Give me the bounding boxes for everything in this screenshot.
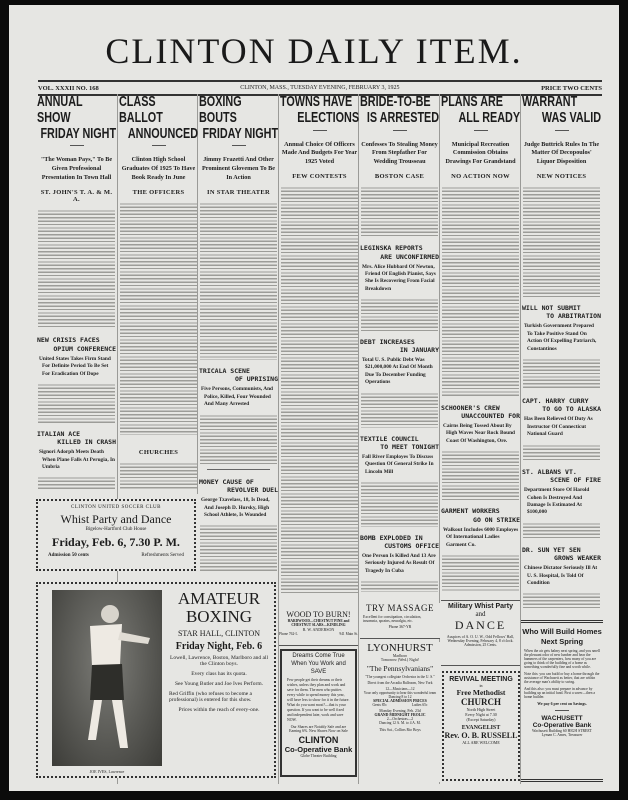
headline: CLASS BALLOT ANNOUNCED — [119, 93, 199, 142]
article-body — [523, 186, 600, 297]
headline: MONEY CAUSE OF REVOLVER DUEL — [199, 477, 278, 494]
column-3 — [199, 94, 278, 575]
ad-band: "The Pennsylvanians" — [366, 664, 434, 673]
ad-text: 12—Musicians—12 — [385, 687, 415, 691]
deck: George Tzavelass, 18, Is Dead, And Joseph D. Hursky, High School Athlete, Is Wounded — [201, 497, 270, 518]
ad-title: Dreams Come True When You Work and SAVE — [291, 653, 346, 675]
article-body — [281, 186, 358, 594]
deck: Total U. S. Public Debt Was $21,000,000 At End Of Month Due To December Funding Operations — [362, 356, 433, 386]
subhead: IN STAR THEATER — [206, 189, 271, 197]
ad-text: Excellent for constipation, circulation, insomnia, sprains, neuralgia, etc. — [363, 615, 422, 623]
ad-text: We pay 6 per cent on Savings. — [537, 701, 587, 706]
ad-text: See Young Butler and Joe Ives Perform. — [175, 680, 263, 687]
ad-text: 2—Orchestras—2 — [386, 717, 414, 721]
ad-text: ALL ARE WELCOME — [462, 740, 500, 745]
boxer-figure-icon — [52, 590, 162, 766]
deck: One Person Is Killed And 13 Are Seriously Injured As Result Of Tragedy In Cuba — [362, 552, 436, 574]
column-5 — [360, 94, 439, 594]
ad-admission: Admission 50 cents — [48, 553, 89, 558]
deck: Has Been Relieved Of Duty As Instructor Of Connecticut National Guard — [524, 416, 593, 438]
deck: Five Persons, Communists, And Police, Killed, Four Wounded And Many Arrested — [201, 386, 273, 408]
headline: SCHOONER'S CREW UNACCOUNTED FOR — [441, 403, 520, 420]
ad-text: Marlboro — [392, 654, 408, 658]
headline: ANNUAL SHOW FRIDAY NIGHT — [37, 93, 117, 142]
article-body — [442, 186, 519, 396]
boxer-photo — [52, 590, 162, 766]
headline: NEW CRISIS FACES OPIUM CONFERENCE — [37, 336, 116, 353]
headline: BOMB EXPLODED IN CUSTOMS OFFICE — [360, 533, 439, 550]
amateur-boxing-ad — [36, 582, 276, 778]
ad-text: Auspices of A. O. U. W., Odd Fellows' Hall, Wednesday Evening, February 4, 8 o'clock. Admission, 25 Cents. — [446, 635, 515, 647]
headline: TOWNS HAVE ELECTIONS — [280, 93, 360, 126]
subhead: BOSTON CASE — [374, 173, 425, 181]
deck: Mrs. Alice Hubbard Of Newton, Friend Of English Pianist, Says She Is Recovering From Facial Breakdown — [362, 263, 436, 292]
ad-text: Note this: you can build or buy a home through the assistance of Wachusett as better, that are within the average man's ability to swing. — [524, 671, 600, 684]
ad-text: and — [475, 610, 486, 618]
ad-text: EVANGELIST — [461, 725, 501, 731]
ad-text: Monday Evening, Feb. 23d — [379, 709, 421, 713]
ad-text: Red Griffin (who refuses to become a professional) is entered for this show. — [169, 690, 252, 703]
ad-price: Ladies 65c — [411, 703, 428, 707]
ad-time: Every Night at 7.30 — [465, 712, 497, 717]
ad-title: TRY MASSAGE — [366, 603, 434, 613]
article-body — [38, 209, 115, 329]
volume-number: VOL. XXXII NO. 168 — [38, 84, 99, 92]
article-body — [38, 476, 115, 489]
ad-title: REVIVAL MEETING — [449, 676, 513, 683]
column-1 — [37, 94, 116, 491]
wood-ad — [279, 610, 358, 646]
ad-address: North High Street — [466, 707, 496, 712]
article-body — [120, 462, 197, 490]
headline: DR. SUN YET SEN GROWS WEAKER — [522, 545, 601, 563]
ad-text: in — [479, 683, 483, 688]
deck: Confesses To Stealing Money From Stepfather For Wedding Trousseau — [361, 140, 438, 166]
article-body — [38, 383, 115, 423]
deck: Signori Adorph Meets Death When Plane Falls At Perugia, In Umbria — [39, 449, 115, 470]
ad-title: Military Whist Party — [448, 603, 513, 610]
ad-text: And this also: you must prepare in advance by building up an initial fund. First a saver—then a home builder. — [524, 686, 595, 699]
ad-address: 941 Main St. — [339, 632, 358, 636]
ad-church: CHURCH — [461, 697, 501, 707]
article-body — [361, 298, 438, 330]
ad-phone: Phone 762-L — [279, 632, 298, 636]
ad-text: HARDWOOD—CHESTNUT PINE and CHESTNUT SLABS—KINDLING — [287, 619, 350, 627]
headline: CAPT. HARRY CURRY TO GO TO ALASKA — [522, 397, 601, 414]
article-body — [200, 202, 277, 360]
column-rule — [278, 94, 279, 784]
deck: Jimmy Frazetti And Other Prominent Glovemen To Be In Action — [202, 156, 275, 182]
deck: Annual Choice Of Officers Made And Budgets For Year 1925 Voted — [281, 140, 358, 166]
subhead: NEW NOTICES — [536, 173, 587, 181]
column-2 — [119, 94, 198, 492]
ad-name: R. W. ANDERSON — [302, 627, 335, 632]
headline: TEXTILE COUNCIL TO MEET TONIGHT — [360, 434, 439, 451]
subhead: NO ACTION NOW — [451, 173, 510, 181]
ad-price: Gents 85c — [372, 703, 387, 707]
ad-club: CLINTON UNITED SOCCER CLUB — [71, 505, 161, 510]
deck: Turkish Government Prepared To Take Positive Stand On Action Of Expelling Patriarch, Constantinos — [524, 323, 597, 352]
deck: Cairns Being Tossed About By High Waves Near Rock Bound Coast Of Washington, Ore. — [443, 422, 515, 444]
ad-text: This Sat., Collins Rio Boys — [379, 728, 421, 732]
ad-title: LYONHURST — [367, 642, 433, 654]
ad-text: When the air gets balmy next spring, and you smell the pleasant odor of new lumber and hear the hammers of the carpenters, how many of you are going to think of the building of a home as something wonderfully fine and worth while. — [524, 648, 600, 669]
ad-venue: STAR HALL, CLINTON — [177, 628, 261, 638]
deck: Department Store Of Harold Cohen Is Destroyed And Damage Is Estimated At $100,000 — [524, 487, 590, 516]
ad-address: Wachusett Building 60 HIGH STREET — [531, 728, 593, 733]
ad-text: Tomorrow (Wed.) Night! — [380, 658, 420, 662]
headline: WILL NOT SUBMIT TO ARBITRATION — [522, 304, 601, 321]
ad-text: GRAND MIDNIGHT FROLIC — [374, 713, 426, 717]
masthead-title: CLINTON DAILY ITEM. — [105, 31, 523, 71]
article-body — [200, 414, 277, 464]
article-body — [361, 186, 438, 237]
column-7 — [522, 94, 601, 610]
headline: GARMENT WORKERS GO ON STRIKE — [441, 507, 520, 524]
subhead: THE OFFICERS — [132, 189, 185, 197]
photo-caption: JOE IVES, Lawrence — [89, 769, 125, 774]
subhead: CHURCHES — [138, 449, 179, 457]
article-body — [523, 444, 600, 461]
deck: United States Takes Firm Stand For Definite Period To Be Set For Eradication Of Dope — [39, 355, 111, 377]
ad-title: WOOD TO BURN! — [286, 610, 351, 619]
column-6 — [441, 94, 520, 593]
subhead: FEW CONTESTS — [292, 173, 347, 181]
clinton-cooperative-bank-ad — [280, 649, 357, 777]
ad-evangelist-name: Rev. O. B. RUSSELL — [444, 731, 518, 740]
subhead: ST. JOHN'S T. A. & M. A. — [40, 189, 113, 204]
headline: BOXING BOUTS FRIDAY NIGHT — [199, 93, 279, 142]
wachusett-bank-ad — [521, 620, 603, 782]
military-whist-ad — [441, 600, 520, 666]
ad-text: Dancing 12 A. M. to 4 A. M. — [379, 721, 421, 725]
headline: TRICALA SCENE OF UPRISING — [199, 367, 278, 384]
deck: "The Woman Pays," To Be Given Professional Presentation In Town Hall — [40, 156, 113, 182]
ad-address: Globe Theater Building — [300, 753, 337, 758]
deck: Clinton High School Graduates Of 1925 To Have Book Ready In June — [121, 156, 196, 182]
ad-text: Direct from the Arcadia Ballroom, New York — [367, 681, 433, 685]
dateline: CLINTON, MASS., TUESDAY EVENING, FEBRUARY 3, 1925 — [240, 85, 400, 91]
ad-date: Friday, Feb. 6, 7.30 P. M. — [52, 535, 180, 549]
headline: LEGINSKA REPORTS ARE UNCONFIRMED — [360, 244, 439, 261]
deck: Municipal Recreation Commission Obtains Drawings For Grandstand — [445, 140, 516, 166]
ad-title: Who Will Build Homes Next Spring — [522, 627, 602, 646]
ad-phone: Phone 367-YR — [388, 625, 412, 629]
price: PRICE TWO CENTS — [541, 84, 602, 92]
ad-text: "The youngest collegiate Orchestra in the U. S." — [365, 675, 435, 679]
deck: Judge Buttrick Rules In The Matter Of Decopoulos' Liquor Disposition — [523, 140, 600, 166]
massage-ad — [360, 603, 440, 639]
ad-title: BOXING — [185, 606, 253, 626]
article-body — [200, 524, 277, 573]
deck: Walkout Includes 6000 Employes Of International Ladies Garment Co. — [443, 526, 519, 548]
article-body — [523, 522, 600, 539]
ad-text: Few people get their dreams or their wishes, unless they plan and work and save for them. The men who putties every while to spend money this year, will have less to show for it in the future. What do you want most?—that is your question. If you want to be well fixed and independent later, work and save NOW. — [287, 678, 350, 722]
ad-bank-name: CLINTON — [298, 734, 339, 745]
ad-title: DANCE — [454, 618, 507, 632]
ad-title: Whist Party and Dance — [60, 512, 172, 526]
article-body — [442, 450, 519, 500]
ad-title: AMATEUR — [177, 589, 261, 608]
deck: Fall River Employes To Discuss Question Of General Strike In Lincoln Mill — [362, 453, 434, 475]
ad-church: Free Methodist — [456, 688, 506, 697]
headline: ST. ALBANS VT. SCENE OF FIRE — [522, 467, 601, 484]
article-body — [361, 580, 438, 592]
ad-text: Your only opportunity to hear this wonderful team — [363, 691, 437, 695]
headline: ITALIAN ACE KILLED IN CRASH — [37, 429, 116, 446]
ad-bank-name: Co-Operative Bank — [532, 721, 592, 729]
article-body — [523, 592, 600, 608]
ad-text: Dancing 8 to 12 — [388, 695, 412, 699]
lyonhurst-ad — [360, 642, 440, 782]
article-body — [361, 481, 438, 526]
headline: WARRANT WAS VALID — [522, 93, 602, 126]
article-body — [120, 202, 197, 435]
ad-bank-name: Co-Operative Bank — [284, 744, 353, 754]
headline: BRIDE-TO-BE IS ARRESTED — [360, 93, 440, 126]
article-body — [442, 554, 519, 591]
ad-text: Our Shares are Notably Safe and are Earning 6%. New Shares Now on Sale — [289, 724, 348, 733]
ad-venue: Bigelow-Hartford Club House — [85, 527, 147, 532]
whist-party-ad — [36, 499, 196, 571]
ad-text: Lyman C. Ames, Treasurer — [541, 732, 583, 737]
article-body — [361, 392, 438, 428]
ad-text: (Except Saturday) — [466, 717, 496, 722]
ad-text: Prices within the reach of every-one. — [178, 706, 260, 713]
ad-date: Friday Night, Feb. 6 — [175, 640, 263, 652]
headline: PLANS ARE ALL READY — [441, 93, 521, 126]
ad-text: SPECIAL ADMISSION PRICES — [373, 699, 427, 703]
ad-refreshments: Refreshments Served — [141, 553, 184, 558]
revival-meeting-ad — [442, 671, 520, 781]
ad-bank-name: WACHUSETT — [541, 714, 583, 722]
article-body — [523, 358, 600, 390]
column-4 — [280, 94, 359, 596]
ad-text: Every class has its quota. — [191, 670, 247, 677]
ad-text: Lowell, Lawrence, Boston, Marlboro and all the Clinton boys. — [169, 654, 269, 667]
deck: Chinese Dictator Seriously Ill At U. S. Hospital, Is Told Of Condition — [524, 565, 598, 586]
headline: DEBT INCREASES IN JANUARY — [360, 337, 439, 354]
